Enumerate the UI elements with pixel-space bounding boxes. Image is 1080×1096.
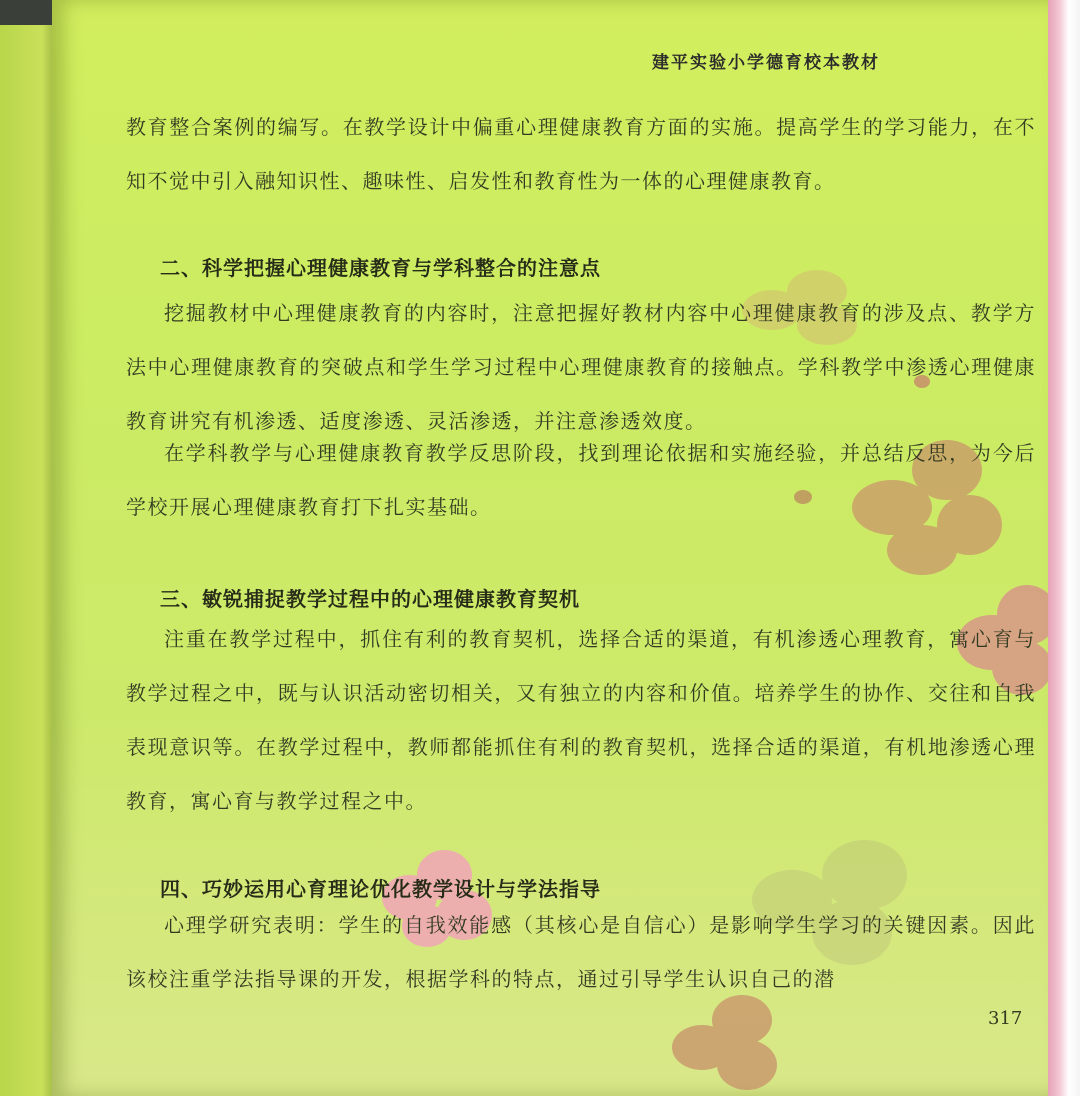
section-heading-3: 三、敏锐捕捉教学过程中的心理健康教育契机 — [160, 587, 580, 611]
paragraph-section-4: 心理学研究表明：学生的自我效能感（其核心是自信心）是影响学生学习的关键因素。因此该校注重学法指导课的开发，根据学科的特点，通过引导学生认识自己的潜 — [126, 913, 1036, 991]
right-page-edge — [1048, 0, 1080, 1096]
paragraph-section-3: 注重在教学过程中，抓住有利的教育契机，选择合适的渠道，有机渗透心理教育，寓心育与教学过程之中，既与认识活动密切相关，又有独立的内容和价值。培养学生的协作、交往和自我表现意识等。在教学过程中，教师都能抓住有利的教育契机，选择合适的渠道，有机地渗透心理教育，寓心育与教学过程之中。 — [126, 627, 1036, 813]
paragraph-section-2-b: 在学科教学与心理健康教育教学反思阶段，找到理论依据和实施经验，并总结反思，为今后学校开展心理健康教育打下扎实基础。 — [126, 441, 1036, 519]
section-heading-4: 四、巧妙运用心育理论优化教学设计与学法指导 — [160, 877, 601, 901]
flower-decoration-icon — [672, 995, 782, 1095]
section-heading-2: 二、科学把握心理健康教育与学科整合的注意点 — [160, 256, 601, 280]
page-number: 317 — [988, 1008, 1023, 1029]
paragraph-intro: 教育整合案例的编写。在教学设计中偏重心理健康教育方面的实施。提高学生的学习能力，在不知不觉中引入融知识性、趣味性、启发性和教育性为一体的心理健康教育。 — [126, 115, 1036, 193]
running-head: 建平实验小学德育校本教材 — [652, 53, 880, 73]
left-page-edge — [0, 0, 60, 1096]
paragraph-section-2-a: 挖掘教材中心理健康教育的内容时，注意把握好教材内容中心理健康教育的涉及点、教学方法中心理健康教育的突破点和学生学习过程中心理健康教育的接触点。学科教学中渗透心理健康教育讲究有机渗透、适度渗透、灵活渗透，并注意渗透效度。 — [126, 301, 1036, 433]
book-page — [52, 0, 1050, 1096]
